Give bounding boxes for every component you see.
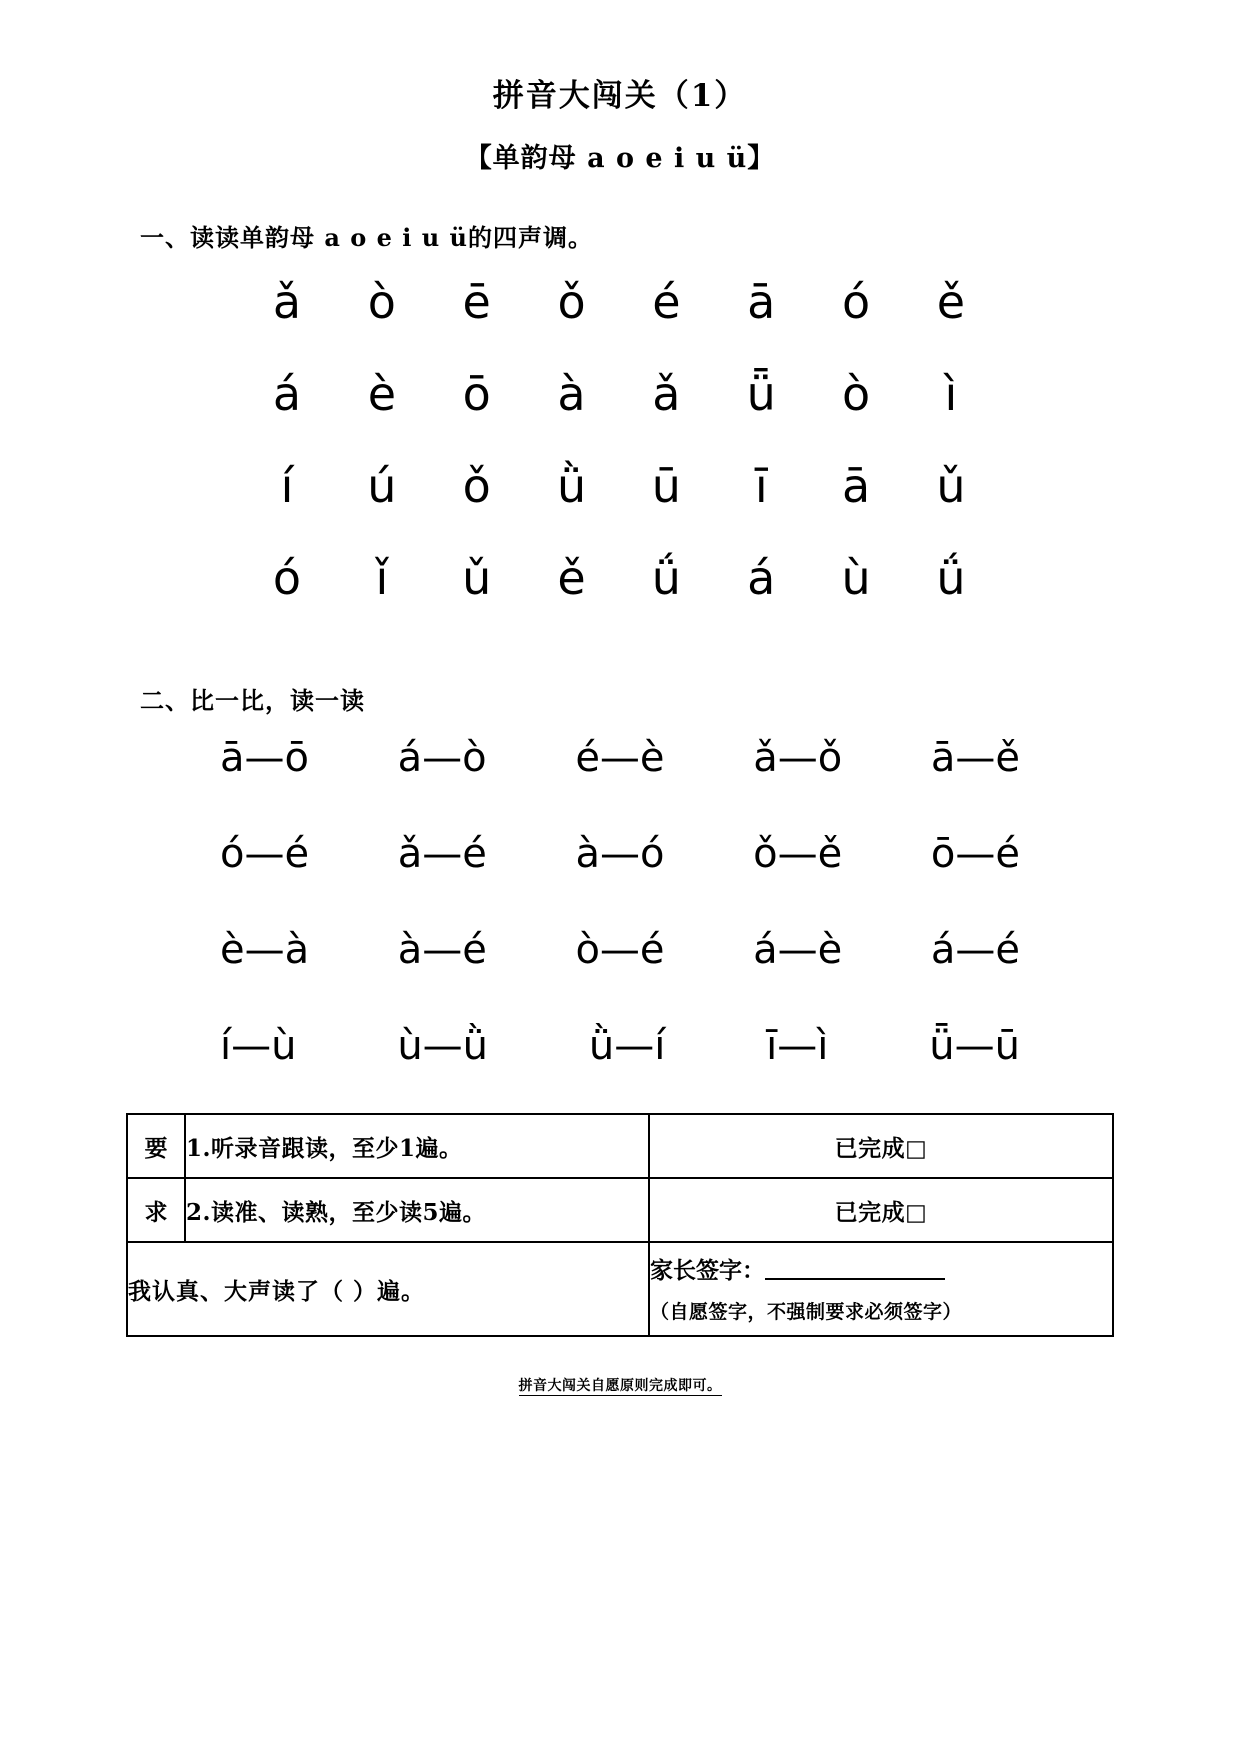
tone-cell: é — [652, 274, 681, 329]
tone-cell: ǔ — [462, 550, 492, 605]
pair-row — [220, 926, 1020, 1026]
tone-cell: ò — [367, 274, 396, 329]
pair-cell: à—ó — [575, 830, 665, 877]
pair-row — [220, 830, 1020, 930]
requirement-status-checkbox[interactable]: 已完成□ — [649, 1178, 1113, 1242]
requirement-text: 1.听录音跟读，至少1遍。 — [185, 1114, 649, 1178]
tone-cell: ǘ — [651, 550, 681, 605]
tone-cell: ā — [841, 458, 871, 513]
pair-cell: ā—ō — [220, 734, 309, 781]
compare-practice-grid — [220, 716, 1020, 1122]
tone-cell: ě — [557, 550, 586, 605]
signature-blank-line[interactable] — [765, 1258, 945, 1280]
pair-cell: á—è — [753, 926, 843, 973]
tone-cell: í — [280, 458, 294, 513]
tone-cell: ò — [841, 366, 871, 421]
tone-cell: ā — [747, 274, 776, 329]
tone-cell: ǘ — [936, 550, 966, 605]
pair-cell: ō—é — [930, 830, 1020, 877]
read-count-field[interactable]: 我认真、大声读了（ ）遍。 — [127, 1242, 649, 1336]
tone-cell: ǖ — [746, 366, 776, 421]
pair-cell: á—ò — [397, 734, 487, 781]
tone-cell: ǒ — [462, 458, 491, 513]
signature-label: 家长签字： — [650, 1257, 765, 1285]
pair-cell: ǎ—ǒ — [753, 734, 843, 781]
requirements-table — [126, 1113, 1114, 1337]
table-row — [127, 1178, 1113, 1242]
tone-practice-grid — [240, 253, 1000, 647]
table-row — [127, 1242, 1113, 1336]
tone-row — [240, 274, 1000, 371]
pair-cell: ī—ì — [766, 1022, 829, 1069]
pair-cell: ǎ—é — [397, 830, 487, 877]
pair-cell: ǜ—í — [588, 1022, 666, 1069]
tone-cell: ǔ — [936, 458, 966, 513]
pair-cell: ù—ǜ — [397, 1022, 489, 1069]
tone-cell: ú — [367, 458, 397, 513]
tone-cell: à — [557, 366, 586, 421]
footer-note-wrapper — [0, 1375, 1240, 1395]
tone-cell: è — [367, 366, 396, 421]
pair-row — [220, 1022, 1020, 1122]
page-title: 拼音大闯关（1） — [492, 78, 748, 114]
signature-note: （自愿签字，不强制要求必须签字） — [650, 1300, 963, 1323]
table-row — [127, 1114, 1113, 1178]
section-one-heading: 一、读读单韵母 a o e i u ü的四声调。 — [140, 222, 593, 252]
tone-cell: á — [747, 550, 776, 605]
pair-cell: à—é — [397, 926, 487, 973]
pair-cell: á—é — [930, 926, 1020, 973]
signature-label-row — [650, 1254, 1112, 1289]
tone-cell: ǎ — [652, 366, 681, 421]
page-subtitle: 【单韵母 a o e i u ü】 — [464, 143, 776, 175]
pair-cell: ǖ—ū — [929, 1022, 1020, 1069]
tone-cell: ù — [841, 550, 871, 605]
section-two-heading: 二、比一比，读一读 — [140, 685, 365, 715]
requirement-label-char: 要 — [127, 1114, 185, 1178]
tone-row — [240, 458, 1000, 555]
requirement-label-char: 求 — [127, 1178, 185, 1242]
pair-cell: í—ù — [220, 1022, 297, 1069]
pair-cell: ǒ—ě — [753, 830, 843, 877]
pair-cell: ò—é — [575, 926, 665, 973]
tone-row — [240, 366, 1000, 463]
pair-cell: è—à — [220, 926, 310, 973]
tone-cell: ó — [272, 550, 302, 605]
tone-cell: ǐ — [375, 550, 389, 605]
requirement-status-checkbox[interactable]: 已完成□ — [649, 1114, 1113, 1178]
pair-cell: ā—ě — [930, 734, 1020, 781]
requirements-table-wrapper — [126, 1113, 1114, 1337]
tone-cell: á — [272, 366, 302, 421]
tone-cell: ě — [936, 274, 966, 329]
requirement-text: 2.读准、读熟，至少读5遍。 — [185, 1178, 649, 1242]
tone-cell: ī — [754, 458, 768, 513]
tone-cell: ō — [462, 366, 491, 421]
tone-cell: ì — [944, 366, 958, 421]
tone-cell: ǜ — [556, 458, 587, 513]
tone-cell: ǎ — [272, 274, 302, 329]
pair-cell: ó—é — [220, 830, 310, 877]
tone-cell: ǒ — [557, 274, 586, 329]
footer-note: 拼音大闯关自愿原则完成即可。 — [518, 1378, 722, 1394]
pair-row — [220, 734, 1020, 834]
tone-cell: ē — [462, 274, 491, 329]
pair-cell: é—è — [575, 734, 665, 781]
parent-signature-cell[interactable] — [649, 1242, 1113, 1336]
tone-cell: ó — [841, 274, 871, 329]
tone-row — [240, 550, 1000, 647]
tone-cell: ū — [651, 458, 681, 513]
